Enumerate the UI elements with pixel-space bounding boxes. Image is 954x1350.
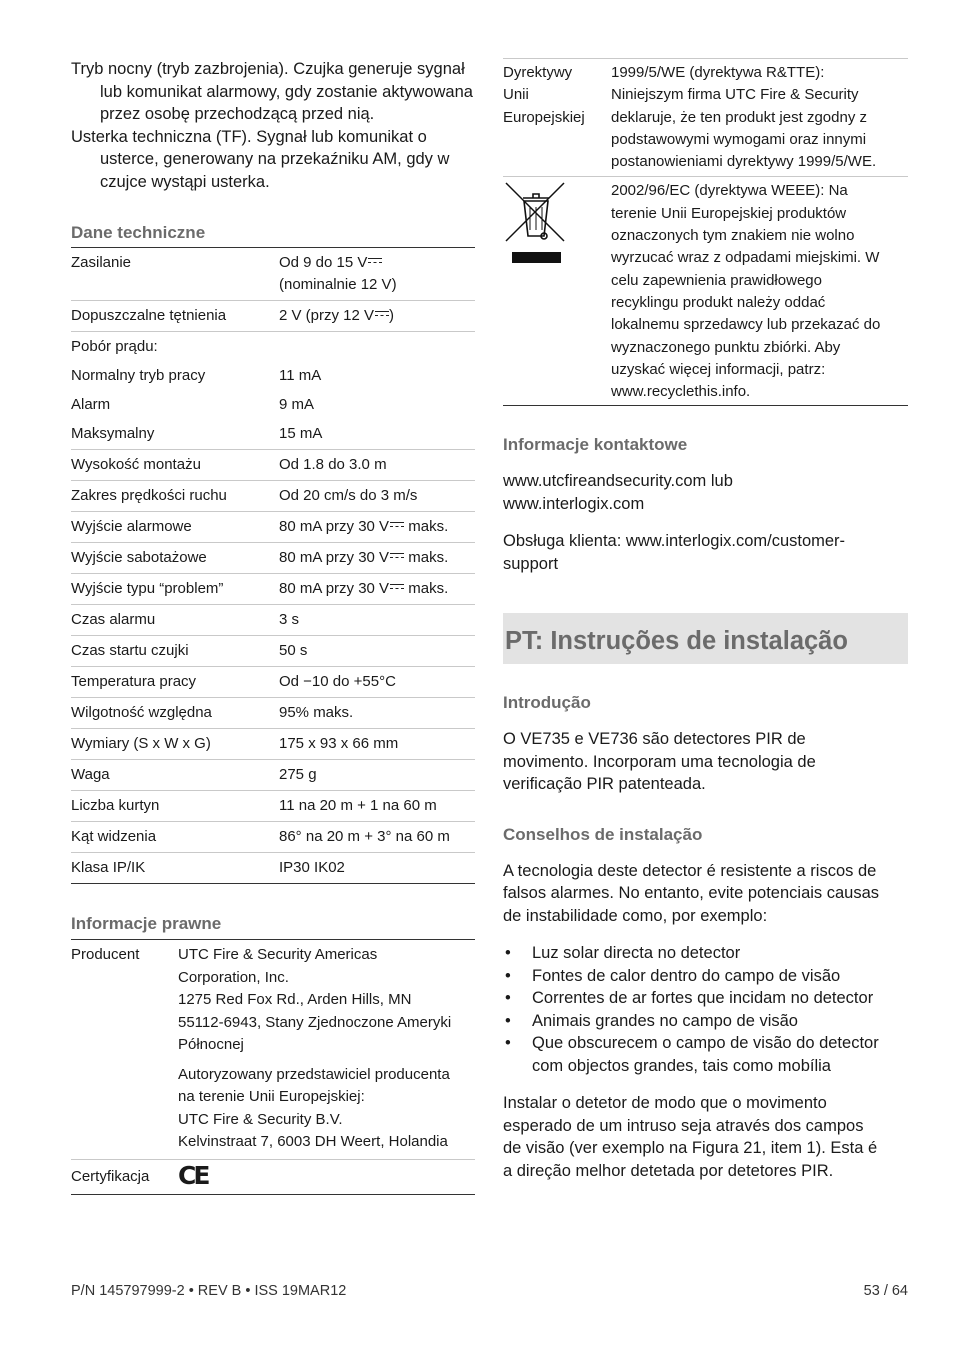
table-row [71, 666, 475, 697]
legal-info-heading: Informacje prawne [71, 914, 222, 933]
row-value: 80 mA przy 30 V [279, 580, 390, 597]
row-label: Dopuszczalne tętnienia [71, 307, 227, 324]
weee-line: oznaczonych tym znakiem nie wolno [611, 227, 855, 245]
weee-line: terenie Unii Europejskiej produktów [611, 204, 847, 222]
eu-representative-line: na terenie Unii Europejskiej: [178, 1088, 365, 1105]
weee-line: wyrzucać wraz z odpadami miejskimi. W [611, 249, 880, 267]
row-label: Klasa IP/IK [71, 859, 146, 876]
row-value-suffix: maks. [408, 549, 449, 566]
bullet-icon: • [505, 966, 511, 985]
table-row [71, 821, 475, 852]
install-tips-list [503, 942, 908, 1077]
rtte-line: deklaruje, że ten produkt jest zgodny z [611, 108, 867, 126]
row-label: Zasilanie [71, 254, 132, 271]
intro-line: O VE735 e VE736 são detectores PIR de [503, 730, 806, 749]
row-label: Unii [503, 86, 529, 104]
row-label: Wilgotność względna [71, 704, 212, 721]
row-value: Od 9 do 15 V [279, 254, 368, 271]
table-row [71, 573, 475, 604]
dc-voltage-icon [375, 309, 389, 319]
final-line: esperado de um intruso seja através dos campos [503, 1116, 864, 1135]
tips-line: de instabilidade como, por exemplo: [503, 906, 768, 925]
contact-web [503, 470, 908, 515]
row-label: Wyjście alarmowe [71, 518, 192, 535]
eu-directives-table [503, 58, 908, 406]
list-item [503, 942, 908, 965]
weee-line: www.recyclethis.info. [611, 383, 751, 401]
producer-address-line: Corporation, Inc. [178, 968, 289, 986]
section-heading: PT: Instruções de instalação [505, 627, 848, 656]
crossed-out-wheelie-bin-icon [503, 180, 567, 266]
intro-paragraph [503, 728, 908, 796]
row-value: Od 1.8 do 3.0 m [279, 456, 387, 473]
ce-mark-icon: CE [178, 1160, 208, 1190]
row-value: 11 na 20 m + 1 na 60 m [279, 797, 437, 814]
list-item-text: Luz solar directa no detector [532, 944, 741, 963]
table-row [71, 604, 475, 635]
definition-night-mode: Tryb nocny (tryb zazbrojenia). Czujka generuje sygnał lub komunikat alarmowy, gdy zostanie aktywowana przez osobę przechodzącą przed nią. [71, 60, 473, 123]
producer-address-line: 55112-6943, Stany Zjednoczone Ameryki [178, 1013, 452, 1031]
table-row [71, 728, 475, 759]
row-label: Kąt widzenia [71, 828, 157, 845]
footer-page-number: 53 / 64 [863, 1283, 908, 1299]
row-value-suffix: maks. [408, 580, 449, 597]
row-value: 9 mA [279, 396, 315, 413]
footer-part-number: P/N 145797999-2 • REV B • ISS 19MAR12 [71, 1283, 347, 1299]
dc-voltage-icon [390, 582, 404, 592]
table-row [71, 790, 475, 821]
table-row [71, 391, 475, 420]
bullet-icon: • [505, 989, 511, 1008]
table-row [71, 542, 475, 573]
row-value: 80 mA przy 30 V [279, 518, 390, 535]
rtte-line: podstawowymi wymogami oraz innymi [611, 130, 867, 148]
row-value-suffix: maks. [408, 518, 449, 535]
table-row [71, 362, 475, 391]
row-value-suffix: ) [389, 307, 395, 324]
row-label: Wymiary (S x W x G) [71, 735, 211, 752]
contact-support-line: support [503, 554, 559, 573]
row-value: 275 g [279, 766, 317, 783]
row-label: Liczba kurtyn [71, 797, 160, 814]
row-label: Maksymalny [71, 425, 155, 442]
row-value: Od −10 do +55°C [279, 673, 396, 690]
row-label: Normalny tryb pracy [71, 367, 206, 384]
row-value: 15 mA [279, 425, 323, 442]
intro-line: movimento. Incorporam uma tecnologia de [503, 752, 816, 771]
list-item-text: Que obscurecem o campo de visão do detector com objectos grandes, tais como mobília [532, 1034, 879, 1075]
row-label: Pobór prądu: [71, 338, 158, 355]
bullet-icon: • [505, 1034, 511, 1053]
row-value: (nominalnie 12 V) [279, 276, 397, 293]
producer-address-line: 1275 Red Fox Rd., Arden Hills, MN [178, 991, 412, 1008]
list-item [503, 1032, 908, 1077]
row-label: Czas startu czujki [71, 642, 189, 659]
list-item [503, 965, 908, 988]
install-direction-paragraph [503, 1092, 908, 1182]
row-label: Wysokość montażu [71, 456, 201, 473]
row-value: IP30 IK02 [279, 859, 345, 876]
right-column [503, 0, 908, 1182]
tech-data-heading: Dane techniczne [71, 223, 206, 242]
eu-representative-line: Autoryzowany przedstawiciel producenta [178, 1065, 450, 1083]
definition-technical-fault: Usterka techniczna (TF). Sygnał lub komunikat o usterce, generowany na przekaźniku AM, gdy w czujce wystąpi usterka. [71, 127, 450, 191]
row-label: Wyjście sabotażowe [71, 549, 207, 566]
weee-line: lokalnemu sprzedawcy lub przekazać do [611, 316, 881, 334]
contact-web-line: www.utcfireandsecurity.com lub [503, 472, 733, 491]
row-label: Waga [71, 766, 110, 783]
table-row [503, 176, 908, 405]
intro-line: verificação PIR patenteada. [503, 775, 706, 794]
eu-representative-line: UTC Fire & Security B.V. [178, 1110, 343, 1128]
dc-voltage-icon [390, 520, 404, 530]
eu-representative-line: Kelvinstraat 7, 6003 DH Weert, Holandia [178, 1133, 448, 1150]
row-label: Dyrektywy [503, 64, 573, 81]
table-row [71, 635, 475, 666]
row-value: 86° na 20 m + 3° na 60 m [279, 828, 450, 845]
row-value: 175 x 93 x 66 mm [279, 735, 399, 752]
legal-info-table [71, 939, 475, 1195]
rtte-line: postanowieniami dyrektywy 1999/5/WE. [611, 153, 877, 171]
row-value: 2 V (przy 12 V [279, 307, 375, 324]
section-banner [503, 613, 908, 664]
left-column [71, 0, 475, 1195]
install-tips-heading: Conselhos de instalação [503, 824, 703, 844]
dc-voltage-icon [390, 551, 404, 561]
weee-line: recyklingu produkt należy oddać [611, 293, 826, 311]
row-value: 50 s [279, 642, 308, 659]
weee-line: uzyskać więcej informacji, patrz: [611, 360, 826, 378]
install-tips-paragraph [503, 860, 908, 928]
table-row [71, 248, 475, 300]
table-row [71, 852, 475, 883]
table-row [71, 300, 475, 331]
rtte-line: 1999/5/WE (dyrektywa R&TTE): [611, 64, 825, 81]
row-label: Wyjście typu “problem” [71, 580, 224, 597]
table-row [503, 59, 908, 176]
bullet-icon: • [505, 944, 511, 963]
table-row [71, 480, 475, 511]
tech-data-table [71, 247, 475, 884]
row-value: 95% maks. [279, 704, 354, 721]
weee-line: 2002/96/EC (dyrektywa WEEE): Na [611, 182, 848, 200]
final-line: de visão (ver exemplo na Figura 21, item 1). Esta é [503, 1139, 878, 1158]
tips-line: A tecnologia deste detector é resistente a riscos de [503, 861, 877, 880]
row-value: 80 mA przy 30 V [279, 549, 390, 566]
contact-support [503, 530, 908, 575]
weee-line: wyznaczonego punktu zbiórki. Aby [611, 338, 841, 356]
row-label: Certyfikacja [71, 1167, 150, 1185]
table-row [71, 697, 475, 728]
table-row [71, 420, 475, 449]
list-item-text: Correntes de ar fortes que incidam no detector [532, 989, 874, 1008]
table-row [71, 1159, 475, 1195]
list-item-text: Animais grandes no campo de visão [532, 1011, 798, 1030]
producer-address-line: Północnej [178, 1036, 244, 1053]
intro-heading: Introdução [503, 693, 591, 713]
row-value: 3 s [279, 611, 300, 628]
weee-line: celu zapewnienia prawidłowego [611, 271, 822, 289]
row-label: Temperatura pracy [71, 673, 197, 690]
row-value: 11 mA [279, 367, 322, 384]
table-row [71, 759, 475, 790]
table-row [71, 331, 475, 362]
table-row [71, 940, 475, 1159]
row-value: Od 20 cm/s do 3 m/s [279, 487, 418, 504]
row-label: Alarm [71, 396, 111, 413]
rtte-line: Niniejszym firma UTC Fire & Security [611, 86, 859, 104]
list-item [503, 987, 908, 1010]
row-label: Zakres prędkości ruchu [71, 487, 227, 504]
list-item [503, 1010, 908, 1033]
tips-line: falsos alarmes. No entanto, evite potenciais causas [503, 884, 880, 903]
bullet-icon: • [505, 1011, 511, 1030]
contact-support-line: Obsługa klienta: www.interlogix.com/customer- [503, 532, 846, 551]
table-row [71, 511, 475, 542]
contact-heading: Informacje kontaktowe [503, 435, 688, 455]
contact-web-line: www.interlogix.com [503, 494, 645, 513]
final-line: Instalar o detetor de modo que o movimento [503, 1094, 827, 1113]
dc-voltage-icon [368, 256, 382, 266]
producer-address-line: UTC Fire & Security Americas [178, 946, 378, 963]
table-row [71, 449, 475, 480]
final-line: a direção melhor detetada por detetores PIR. [503, 1161, 834, 1180]
row-label: Europejskiej [503, 108, 585, 126]
list-item-text: Fontes de calor dentro do campo de visão [532, 966, 841, 985]
row-label: Czas alarmu [71, 611, 156, 628]
row-label: Producent [71, 946, 140, 963]
